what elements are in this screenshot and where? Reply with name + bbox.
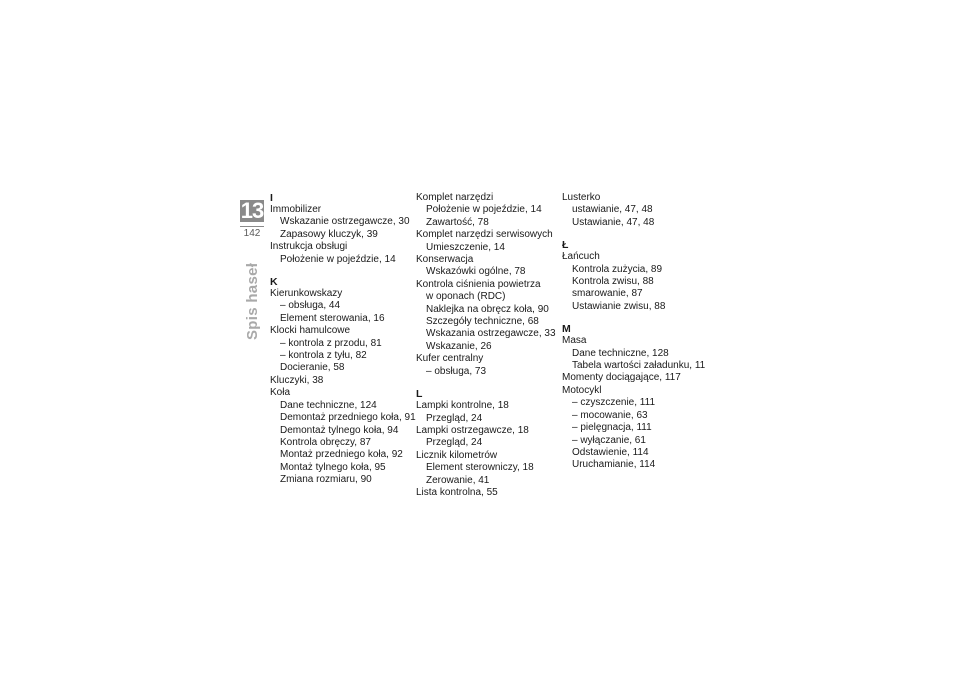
index-entry: Kufer centralny [416, 353, 484, 365]
letter-heading: I [270, 192, 273, 204]
index-subentry: Demontaż przedniego koła, 91 [280, 412, 416, 424]
chapter-tab [240, 200, 264, 240]
index-subentry: Dane techniczne, 128 [572, 347, 669, 359]
index-subentry: Zmiana rozmiaru, 90 [280, 474, 372, 486]
index-subentry: ustawianie, 47, 48 [572, 204, 653, 216]
index-subentry: Wskazanie, 26 [426, 340, 492, 352]
index-subentry: Uruchamianie, 114 [572, 459, 656, 471]
index-subentry: Dane techniczne, 124 [280, 399, 377, 411]
index-subentry: – obsługa, 73 [426, 365, 487, 377]
index-entry: Momenty dociągające, 117 [562, 372, 681, 384]
index-subentry: Odstawienie, 114 [572, 446, 649, 458]
index-subentry: Kontrola zwisu, 88 [572, 276, 654, 288]
index-subentry: Tabela wartości załadunku, 11 [572, 360, 706, 372]
index-subentry: – wyłączanie, 61 [572, 434, 646, 446]
index-subentry: Umieszczenie, 14 [426, 241, 505, 253]
index-subentry: Wskazanie ostrzegawcze, 30 [280, 216, 410, 228]
index-subentry: Demontaż tylnego koła, 94 [280, 424, 399, 436]
index-entry: Łańcuch [562, 251, 600, 263]
index-subentry: Zawartość, 78 [426, 216, 489, 228]
index-subentry: Szczegóły techniczne, 68 [426, 316, 539, 328]
index-subentry: Element sterowniczy, 18 [426, 462, 534, 474]
index-entry: Klocki hamulcowe [270, 325, 351, 337]
index-subentry: – mocowanie, 63 [572, 409, 648, 421]
chapter-number: 13 [240, 198, 264, 223]
index-subentry: Wskazówki ogólne, 78 [426, 266, 526, 278]
index-entry: Instrukcja obsługi [270, 241, 348, 253]
index-entry: Lampki kontrolne, 18 [416, 400, 509, 412]
index-subentry: Zapasowy kluczyk, 39 [280, 228, 378, 240]
letter-heading: K [270, 276, 278, 289]
index-entry: Kontrola ciśnienia powietrza [416, 278, 541, 290]
letter-heading: M [562, 323, 571, 336]
index-subentry: Montaż przedniego koła, 92 [280, 449, 403, 461]
index-entry: Immobilizer [270, 204, 322, 215]
index-subentry: – kontrola z przodu, 81 [280, 337, 382, 349]
index-subentry: Przegląd, 24 [426, 437, 483, 449]
index-subentry: – pielęgnacja, 111 [572, 422, 652, 434]
index-subentry: Naklejka na obręcz koła, 90 [426, 303, 549, 315]
index-subentry: Montaż tylnego koła, 95 [280, 461, 386, 473]
index-entry: Komplet narzędzi [416, 192, 494, 203]
index-subentry: Przegląd, 24 [426, 412, 483, 424]
index-subentry: Element sterowania, 16 [280, 312, 385, 324]
index-column-2 [416, 192, 566, 499]
chapter-title: Spis haseł [244, 262, 261, 340]
letter-heading: Ł [562, 239, 569, 252]
index-subentry: Kontrola zużycia, 89 [572, 263, 663, 275]
index-column-1 [270, 192, 420, 487]
index-subentry: Ustawianie, 47, 48 [572, 216, 655, 228]
index-subentry: Docieranie, 58 [280, 362, 345, 374]
index-entry: Masa [562, 335, 587, 347]
index-subentry: – czyszczenie, 111 [572, 397, 656, 409]
index-entry: Konserwacja [416, 254, 474, 266]
index-subentry: Położenie w pojeździe, 14 [280, 253, 396, 265]
index-entry: Kluczyki, 38 [270, 374, 324, 386]
index-subentry: Położenie w pojeździe, 14 [426, 204, 542, 216]
index-entry: Lusterko [562, 192, 601, 203]
index-entry: Lampki ostrzegawcze, 18 [416, 424, 529, 436]
index-entry: Koła [270, 387, 291, 399]
index-entry: Kierunkowskazy [270, 288, 343, 300]
index-entry: Motocykl [562, 384, 602, 396]
index-subentry: Kontrola obręczy, 87 [280, 436, 371, 448]
index-entry: Komplet narzędzi serwisowych [416, 229, 553, 241]
index-entry: Lista kontrolna, 55 [416, 486, 498, 498]
index-subentry: Zerowanie, 41 [426, 474, 490, 486]
page-number: 142 [240, 226, 264, 240]
letter-heading: L [416, 388, 423, 401]
index-subentry: w oponach (RDC) [426, 291, 506, 303]
index-subentry: Ustawianie zwisu, 88 [572, 300, 666, 312]
index-subentry: Wskazania ostrzegawcze, 33 [426, 328, 556, 340]
index-entry: Licznik kilometrów [416, 449, 498, 461]
index-subentry: – obsługa, 44 [280, 300, 341, 312]
index-subentry: smarowanie, 87 [572, 288, 643, 300]
index-subentry: – kontrola z tyłu, 82 [280, 350, 367, 362]
index-column-3 [562, 192, 712, 472]
